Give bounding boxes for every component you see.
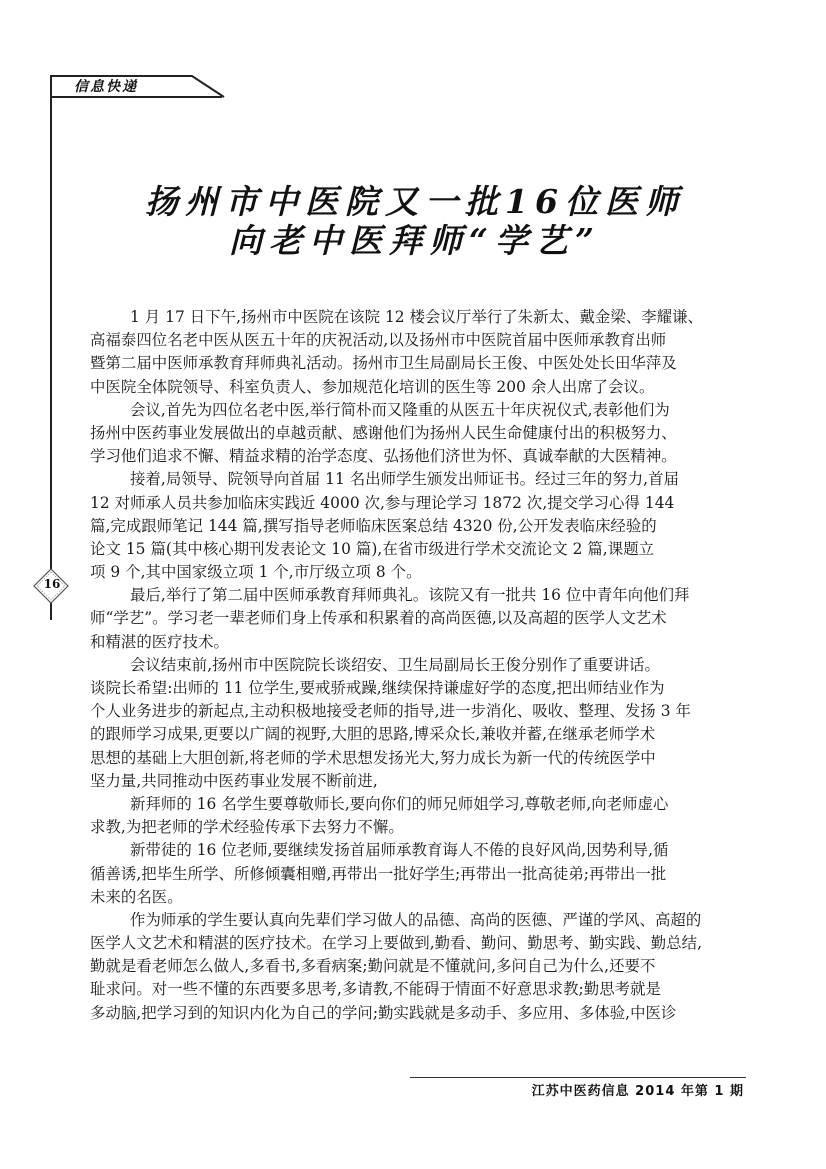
text-line: 新带徒的 16 位老师,要继续发扬首届师承教育诲人不倦的良好风尚,因势利导,循 [130,841,669,860]
text-line: 高福泰四位名老中医从医五十年的庆祝活动,以及扬州市中医院首届中医师承教育出师 [90,331,667,350]
text-line: 医学人文艺术和精湛的医疗技术。在学习上要做到,勤看、勤问、勤思考、勤实践、勤总结, [90,934,703,953]
text-line: 师“学艺”。学习老一辈老师们身上传承和积累着的高尚医德,以及高超的医学人文艺术 [90,609,667,628]
text-line: 篇,完成跟师笔记 144 篇,撰写指导老师临床医案总结 4320 份,公开发表临床经验的 [90,516,657,535]
text-line: 思想的基础上大胆创新,将老师的学术思想发扬光大,努力成长为新一代的传统医学中 [90,748,656,767]
text-line: 谈院长希望:出师的 11 位学生,要戒骄戒躁,继续保持谦虚好学的态度,把出师结业作为 [90,679,665,697]
text-line: 勤就是看老师怎么做人,多看书,多看病案;勤问就是不懂就问,多问自己为什么,还要不 [90,957,656,976]
page-number: 16 [43,577,61,591]
text-line: 12 对师承人员共参加临床实践近 4000 次,参与理论学习 1872 次,提交学习心得 144 [90,493,675,512]
text-line: 最后,举行了第二届中医师承教育拜师典礼。该院又有一批共 16 位中青年向他们拜 [130,586,690,605]
article-body [90,306,745,1025]
left-rule [50,75,52,620]
text-line: 坚力量,共同推动中医药事业发展不断前进, [90,771,378,790]
text-line: 暨第二届中医师承教育拜师典礼活动。扬州市卫生局副局长王俊、中医处处长田华萍及 [90,354,677,373]
text-line: 会议,首先为四位名老中医,举行简朴而又隆重的从医五十年庆祝仪式,表彰他们为 [130,400,670,419]
text-line: 项 9 个,其中国家级立项 1 个,市厅级立项 8 个。 [90,563,422,582]
section-label: 信息快递 [74,79,138,95]
text-line: 未来的名医。 [90,887,183,906]
text-line: 多动脑,把学习到的知识内化为自己的学问;勤实践就是多动手、多应用、多体验,中医诊 [90,1003,677,1022]
footer-rule [410,1077,746,1078]
text-line: 接着,局领导、院领导向首届 11 名出师学生颁发出师证书。经过三年的努力,首届 [130,470,679,489]
text-line: 个人业务进步的新起点,主动积极地接受老师的指导,进一步消化、吸收、整理、发扬 3 年 [90,702,691,721]
text-line: 循善诱,把毕生所学、所修倾囊相赠,再带出一批好学生;再带出一批高徒弟;再带出一批 [90,864,667,883]
section-tab-underline [50,96,222,98]
text-line: 新拜师的 16 名学生要尊敬师长,要向你们的师兄师姐学习,尊敬老师,向老师虚心 [130,794,669,813]
text-line: 1 月 17 日下午,扬州市中医院在该院 12 楼会议厅举行了朱新太、戴金梁、李耀谦、 [130,308,703,326]
text-line: 论文 15 篇(其中核心期刊发表论文 10 篇),在省市级进行学术交流论文 2 篇,课题立 [90,539,655,558]
text-line: 耻求问。对一些不懂的东西要多思考,多请教,不能碍于情面不好意思求教;勤思考就是 [90,980,661,999]
text-line: 作为师承的学生要认真向先辈们学习做人的品德、高尚的医德、严谨的学风、高超的 [130,910,702,929]
article-title-line-1: 扬州市中医院又一批16位医师 [145,182,685,221]
article-title-line-2: 向老中医拜师“学艺” [229,221,601,260]
text-line: 中医院全体院领导、科室负责人、参加规范化培训的医生等 200 余人出席了会议。 [90,377,655,396]
text-line: 和精湛的医疗技术。 [90,632,229,651]
text-line: 扬州中医药事业发展做出的卓越贡献、感谢他们为扬州人民生命健康付出的积极努力、 [90,423,677,442]
text-line: 学习他们追求不懈、精益求精的治学态度、弘扬他们济世为怀、真诚奉献的大医精神。 [90,447,677,466]
text-line: 求教,为把老师的学术经验传承下去努力不懈。 [90,818,404,837]
text-line: 会议结束前,扬州市中医院院长谈绍安、卫生局副局长王俊分别作了重要讲话。 [130,655,660,674]
text-line: 的跟师学习成果,更要以广阔的视野,大胆的思路,博采众长,兼收并蓄,在继承老师学术 [90,725,656,744]
journal-issue: 江苏中医药信息 2014 年第 1 期 [531,1084,744,1099]
